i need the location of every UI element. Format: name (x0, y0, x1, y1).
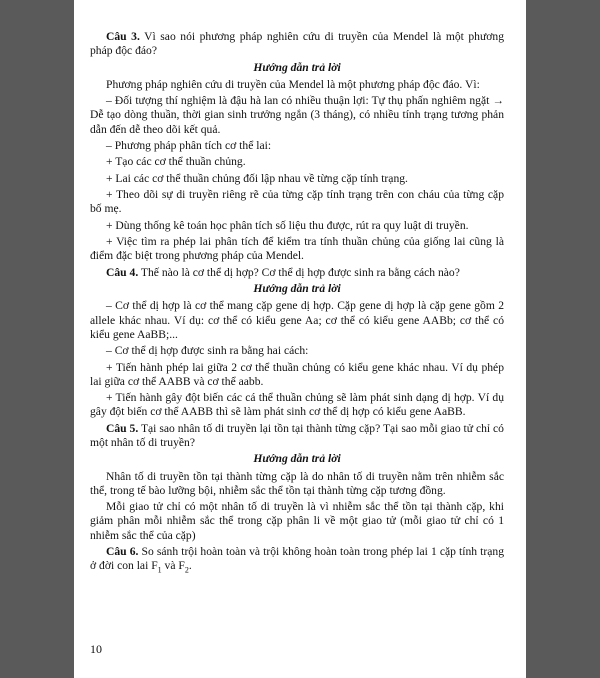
question-5-text: Tại sao nhân tố di truyền lại tồn tại thành từng cặp? Tại sao mỗi giao tử chỉ có một nhân tố di truyền? (90, 421, 504, 449)
q4-point-4: + Tiến hành gây đột biến các cá thể thuần chủng sẽ làm phát sinh dạng dị hợp. Ví dụ gây đột biến cơ thể AABB thì sẽ làm phát sinh cơ thể dị hợp có kiểu gene AaBB. (90, 391, 504, 419)
subscript-2: 2 (184, 565, 189, 575)
q4-point-3: + Tiến hành phép lai giữa 2 cơ thể thuần chủng có kiểu gene khác nhau. Ví dụ phép lai giữa cơ thể AABB và cơ thể aabb. (90, 360, 504, 388)
question-4 (90, 266, 504, 280)
question-6-text-b: và F (161, 559, 185, 573)
answer-guide-heading-5: Hướng dẫn trả lời (253, 452, 341, 466)
question-3 (90, 30, 504, 58)
question-4-label: Câu 4. (106, 265, 139, 279)
question-5 (90, 422, 504, 450)
q3-point-2: – Phương pháp phân tích cơ thể lai: (106, 138, 272, 152)
document-page (74, 0, 526, 678)
q3-point-1: – Đối tượng thí nghiệm là đậu hà lan có nhiều thuận lợi: Tự thụ phấn nghiêm ngặt → Dễ tạo dòng thuần, thời gian sinh trưởng ngắn (3 tháng), có nhiều tính trạng tương phản dẫn đến dễ theo dõi kết quả. (90, 94, 504, 136)
q3-point-7: + Việc tìm ra phép lai phân tích để kiểm tra tính thuần chủng của giống lai cũng là điểm đặc biệt trong phương pháp của Mendel. (90, 235, 504, 263)
q4-point-1: – Cơ thể dị hợp là cơ thể mang cặp gene dị hợp. Cặp gene dị hợp là cặp gene gồm 2 allele khác nhau. Ví dụ: cơ thể có kiểu gene Aa; cơ thể có kiểu gene AABb; cơ thể có kiểu gene AaBB;... (90, 299, 504, 341)
q3-point-3: + Tạo các cơ thể thuần chủng. (106, 155, 246, 169)
page-number: 10 (90, 642, 102, 656)
q5-point-2: Mỗi giao tử chỉ có một nhân tố di truyền là vì nhiễm sắc thể tồn tại thành cặp, khi giảm phân mỗi nhiễm sắc thể trong cặp phân li về một giao tử (mỗi giao tử chỉ có 1 nhiễm sắc thể của cặp) (90, 500, 504, 542)
q3-point-4: + Lai các cơ thể thuần chủng đối lập nhau về từng cặp tính trạng. (106, 171, 408, 185)
question-6 (90, 545, 504, 573)
question-3-text: Vì sao nói phương pháp nghiên cứu di truyền của Mendel là một phương pháp độc đáo? (90, 30, 504, 58)
q4-point-2: – Cơ thể dị hợp được sinh ra bằng hai cách: (106, 344, 309, 358)
question-6-label: Câu 6. (106, 544, 139, 558)
answer-guide-heading-3: Hướng dẫn trả lời (253, 60, 341, 74)
question-6-text-c: . (188, 559, 192, 573)
q3-intro: Phương pháp nghiên cứu di truyền của Mendel là một phương pháp độc đáo. Vì: (106, 77, 480, 91)
question-4-text: Thế nào là cơ thể dị hợp? Cơ thể dị hợp được sinh ra bằng cách nào? (140, 265, 460, 279)
question-6-text-a: So sánh trội hoàn toàn và trội không hoàn toàn trong phép lai 1 cặp tính trạng ở đời con lai F (90, 544, 505, 573)
q3-point-5: + Theo dõi sự di truyền riêng rẽ của từng cặp tính trạng trên con cháu của từng cặp bố mẹ. (90, 188, 504, 216)
question-3-label: Câu 3. (106, 30, 140, 43)
subscript-1: 1 (157, 565, 162, 575)
q5-point-1: Nhân tố di truyền tồn tại thành từng cặp là do nhân tố di truyền nằm trên nhiễm sắc thể, trong tế bào lưỡng bội, nhiễm sắc thể tồn tại thành từng cặp tương đồng. (90, 469, 504, 497)
answer-guide-heading-4: Hướng dẫn trả lời (253, 282, 341, 296)
question-5-label: Câu 5. (106, 421, 139, 435)
q3-point-6: + Dùng thống kê toán học phân tích số liệu thu được, rút ra quy luật di truyền. (106, 218, 469, 232)
